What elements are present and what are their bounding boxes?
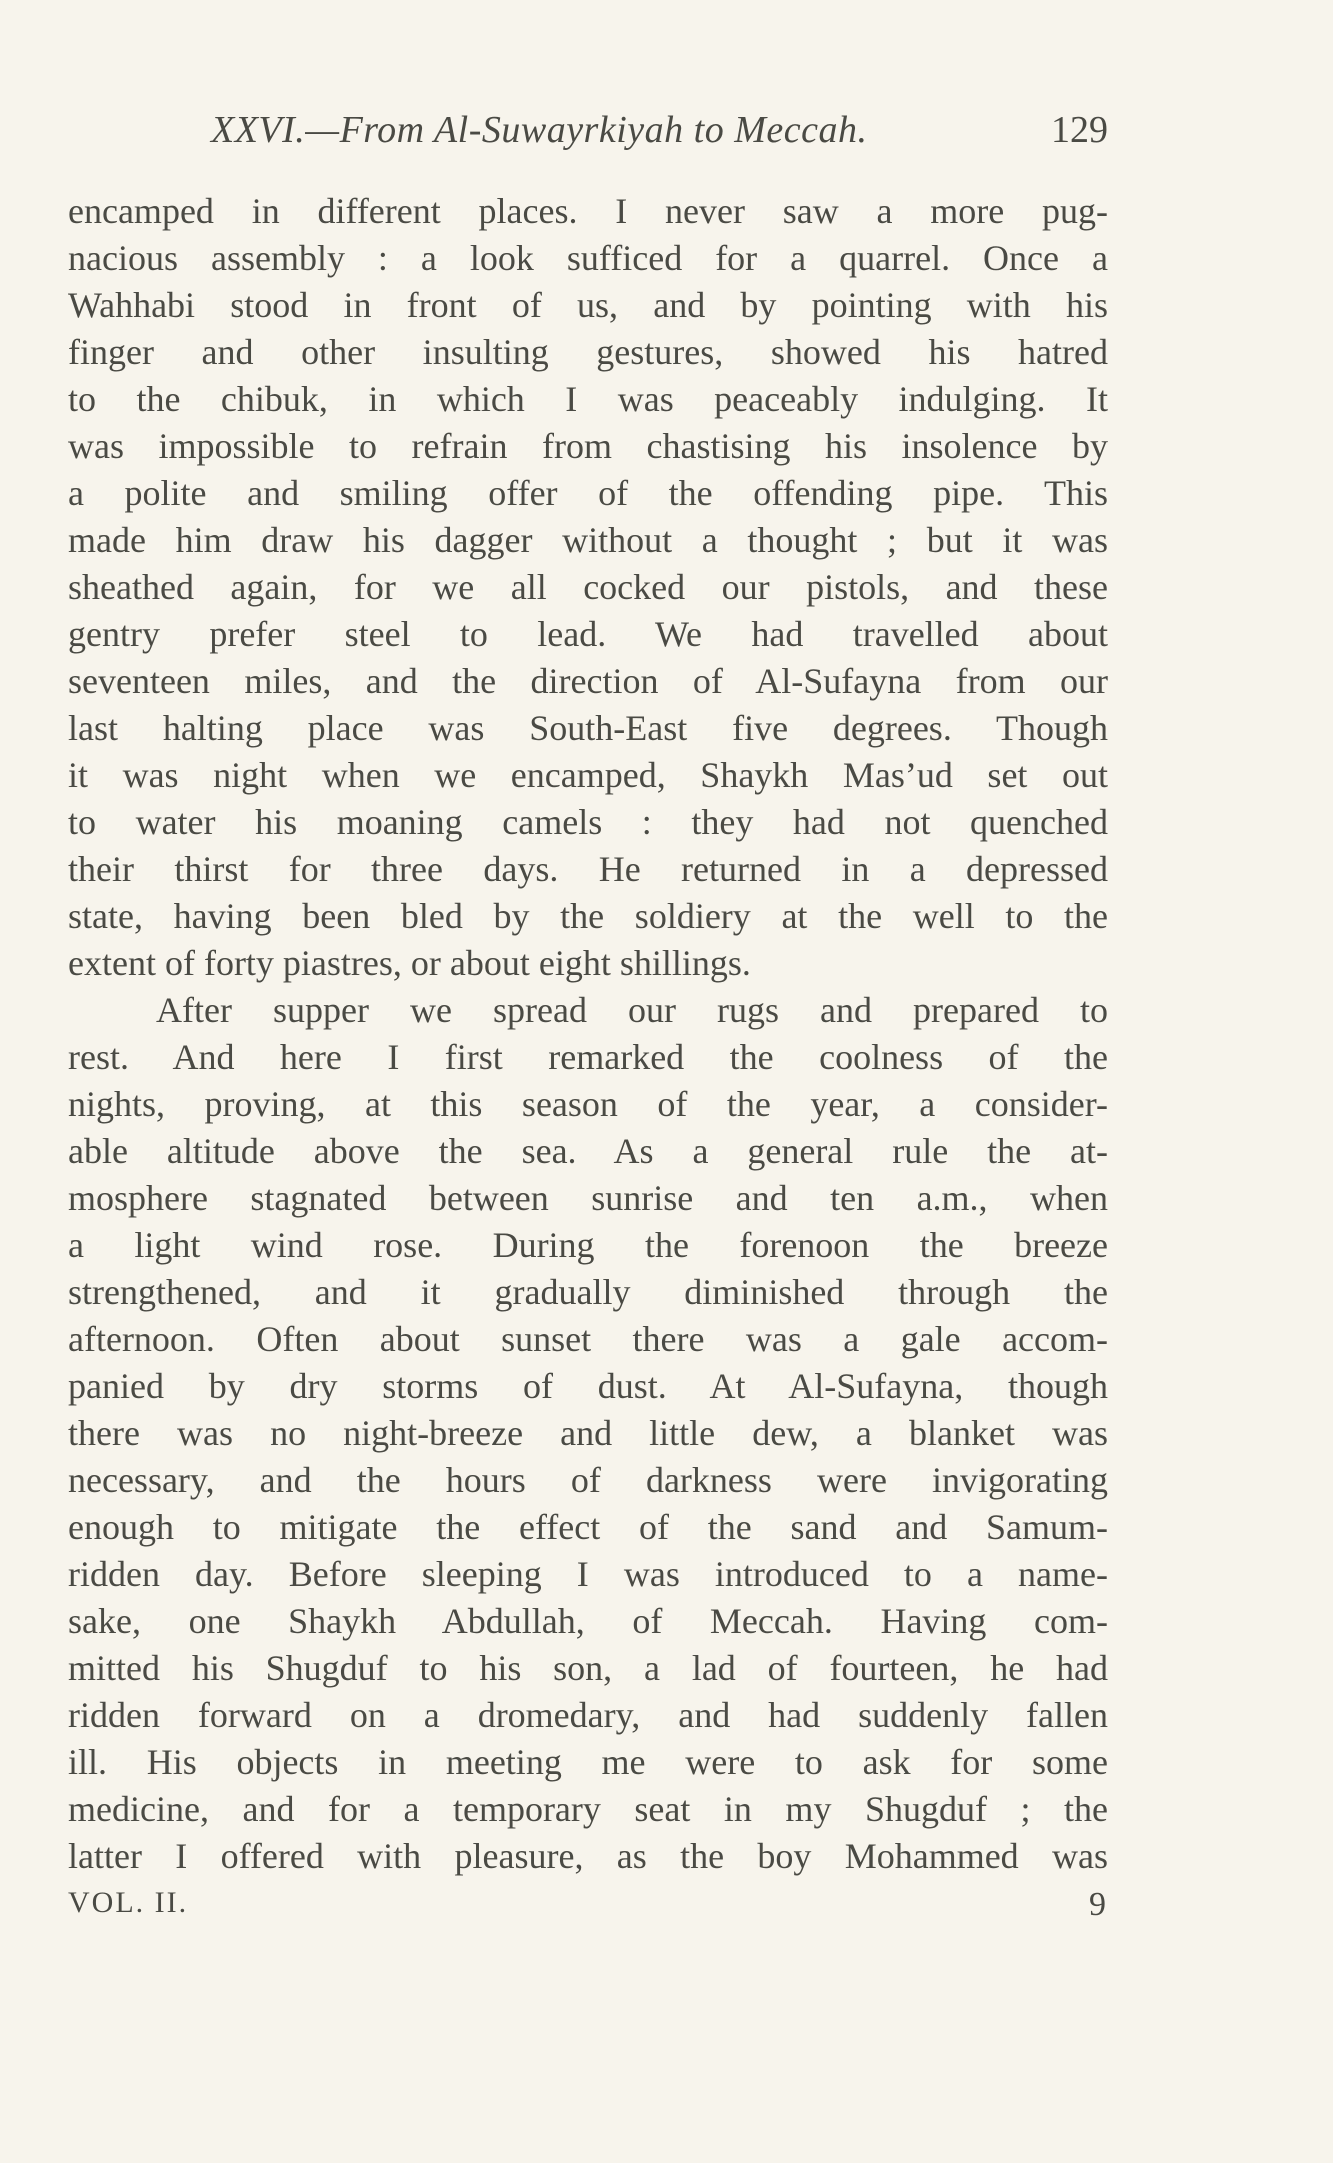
text-line: there was no night-breeze and little dew, a blanket was bbox=[68, 1413, 1108, 1453]
text-line: to water his moaning camels : they had not quenched bbox=[68, 802, 1108, 842]
text-line: strengthened, and it gradually diminished through the bbox=[68, 1272, 1108, 1312]
text-line: enough to mitigate the effect of the sand and Samum- bbox=[68, 1507, 1108, 1547]
text-line: it was night when we encamped, Shaykh Mas’ud set out bbox=[68, 755, 1108, 795]
text-line: sheathed again, for we all cocked our pistols, and these bbox=[68, 567, 1108, 607]
text-line: a light wind rose. During the forenoon the breeze bbox=[68, 1225, 1108, 1265]
text-line: their thirst for three days. He returned in a depressed bbox=[68, 849, 1108, 889]
text-line: After supper we spread our rugs and prepared to bbox=[156, 990, 1108, 1030]
paragraph bbox=[68, 987, 1108, 1880]
text-line: ridden day. Before sleeping I was introduced to a name- bbox=[68, 1554, 1108, 1594]
text-line: gentry prefer steel to lead. We had travelled about bbox=[68, 614, 1108, 654]
page-number: 129 bbox=[1051, 109, 1108, 151]
text-line: rest. And here I first remarked the coolness of the bbox=[68, 1037, 1108, 1077]
text-line: able altitude above the sea. As a general rule the at- bbox=[68, 1131, 1108, 1171]
running-title: XXVI.—From Al-Suwayrkiyah to Meccah. bbox=[211, 109, 868, 151]
paragraph bbox=[68, 188, 1108, 987]
text-line: to the chibuk, in which I was peaceably indulging. It bbox=[68, 379, 1108, 419]
text-line: last halting place was South-East five degrees. Though bbox=[68, 708, 1108, 748]
text-line: necessary, and the hours of darkness were invigorating bbox=[68, 1460, 1108, 1500]
body-text bbox=[68, 188, 1108, 1880]
signature-mark: 9 bbox=[1089, 1886, 1108, 1923]
text-line: encamped in different places. I never saw a more pug- bbox=[68, 191, 1108, 231]
text-line: extent of forty piastres, or about eight shillings. bbox=[68, 943, 751, 983]
text-line: medicine, and for a temporary seat in my Shugduf ; the bbox=[68, 1789, 1108, 1829]
text-line: afternoon. Often about sunset there was a gale accom- bbox=[68, 1319, 1108, 1359]
text-line: nights, proving, at this season of the year, a consider- bbox=[68, 1084, 1108, 1124]
text-line: was impossible to refrain from chastising his insolence by bbox=[68, 426, 1108, 466]
text-line: mosphere stagnated between sunrise and ten a.m., when bbox=[68, 1178, 1108, 1218]
text-line: a polite and smiling offer of the offending pipe. This bbox=[68, 473, 1108, 513]
text-line: Wahhabi stood in front of us, and by pointing with his bbox=[68, 285, 1108, 325]
text-line: mitted his Shugduf to his son, a lad of fourteen, he had bbox=[68, 1648, 1108, 1688]
text-line: latter I offered with pleasure, as the boy Mohammed was bbox=[68, 1836, 1108, 1876]
page-footer bbox=[68, 1886, 1108, 1926]
text-line: seventeen miles, and the direction of Al-Sufayna from our bbox=[68, 661, 1108, 701]
running-head bbox=[68, 108, 1108, 158]
volume-label: VOL. II. bbox=[68, 1886, 189, 1919]
text-line: panied by dry storms of dust. At Al-Sufayna, though bbox=[68, 1366, 1108, 1406]
text-line: ridden forward on a dromedary, and had suddenly fallen bbox=[68, 1695, 1108, 1735]
text-line: nacious assembly : a look sufficed for a quarrel. Once a bbox=[68, 238, 1108, 278]
text-line: state, having been bled by the soldiery at the well to the bbox=[68, 896, 1108, 936]
text-line: made him draw his dagger without a thought ; but it was bbox=[68, 520, 1108, 560]
text-line: finger and other insulting gestures, showed his hatred bbox=[68, 332, 1108, 372]
text-line: ill. His objects in meeting me were to ask for some bbox=[68, 1742, 1108, 1782]
text-line: sake, one Shaykh Abdullah, of Meccah. Having com- bbox=[68, 1601, 1108, 1641]
